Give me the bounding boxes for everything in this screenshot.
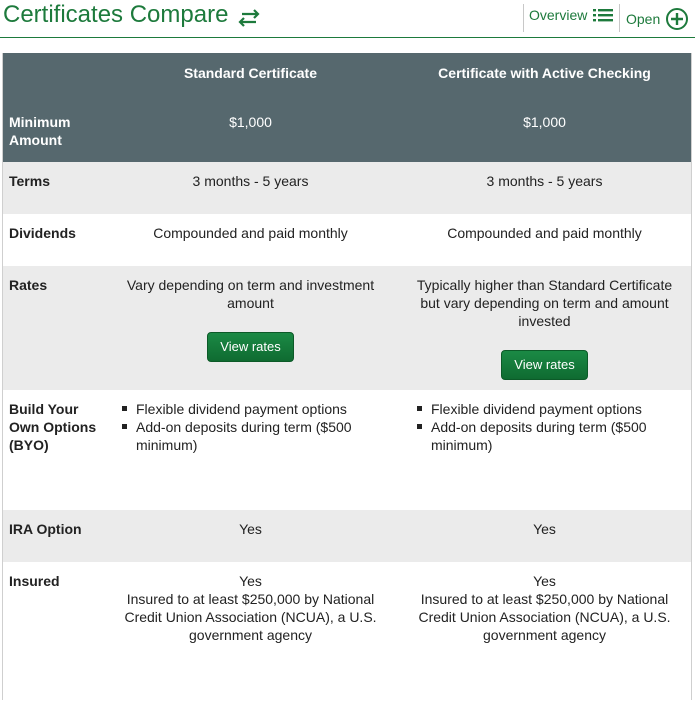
plus-circle-icon <box>665 7 689 31</box>
row-label: Minimum Amount <box>9 114 71 148</box>
overview-link[interactable] <box>529 7 614 23</box>
cell-value: Typically higher than Standard Certificate but vary depending on term and amount invested <box>416 277 673 329</box>
cell-value: Yes <box>239 573 262 589</box>
list-icon <box>592 7 614 23</box>
open-label: Open <box>626 11 661 27</box>
cell-value: Compounded and paid monthly <box>447 225 642 241</box>
column-header-active-checking: Certificate with Active Checking <box>438 65 651 81</box>
compare-table <box>3 53 691 700</box>
row-label: Rates <box>9 277 48 293</box>
page-header <box>0 0 695 38</box>
header-divider <box>619 4 620 32</box>
rates-cell <box>398 266 691 390</box>
view-rates-button[interactable]: View rates <box>501 350 587 380</box>
cell-value: Yes <box>533 521 556 537</box>
page-title <box>3 1 262 29</box>
table-row-terms <box>3 162 691 214</box>
overview-label: Overview <box>529 7 588 23</box>
cell-value: Yes <box>533 573 556 589</box>
table-header-row <box>3 53 691 109</box>
cell-value: $1,000 <box>523 114 566 130</box>
byo-cell <box>398 390 691 510</box>
byo-cell <box>103 390 398 510</box>
row-label: Insured <box>9 573 60 589</box>
column-header-standard: Standard Certificate <box>183 65 318 81</box>
list-item: Add-on deposits during term ($500 minimum) <box>414 418 683 454</box>
table-row-byo <box>3 390 691 510</box>
cell-value: Vary depending on term and investment amount <box>126 277 375 311</box>
compare-table-container <box>2 53 692 700</box>
insured-detail: Insured to at least $250,000 by National Credit Union Association (NCUA), a U.S. government agency <box>418 591 671 643</box>
insured-cell <box>398 562 691 700</box>
byo-list <box>111 400 390 454</box>
rates-cell <box>103 266 398 390</box>
view-rates-button[interactable]: View rates <box>207 332 293 362</box>
table-row-rates <box>3 266 691 390</box>
byo-list <box>406 400 683 454</box>
row-label: Dividends <box>9 225 76 241</box>
list-item: Add-on deposits during term ($500 minimum) <box>119 418 390 454</box>
insured-cell <box>103 562 398 700</box>
arrows-left-right-icon[interactable] <box>236 6 262 24</box>
row-label: Build Your Own Options (BYO) <box>9 401 97 453</box>
table-row-dividends <box>3 214 691 266</box>
table-row-insured <box>3 562 691 700</box>
cell-value: Yes <box>239 521 262 537</box>
row-label: Terms <box>9 173 50 189</box>
row-label: IRA Option <box>9 521 82 537</box>
page-title-text: Certificates Compare <box>3 1 229 28</box>
cell-value: 3 months - 5 years <box>192 173 309 189</box>
list-item: Flexible dividend payment options <box>119 400 390 418</box>
cell-value: Compounded and paid monthly <box>153 225 348 241</box>
table-row-ira <box>3 510 691 562</box>
open-link[interactable] <box>626 7 689 31</box>
cell-value: 3 months - 5 years <box>486 173 603 189</box>
cell-value: $1,000 <box>229 114 272 130</box>
table-row-minimum-amount <box>3 109 691 162</box>
insured-detail: Insured to at least $250,000 by National Credit Union Association (NCUA), a U.S. government agency <box>124 591 377 643</box>
header-empty-cell <box>3 53 103 109</box>
list-item: Flexible dividend payment options <box>414 400 683 418</box>
header-divider <box>523 4 524 32</box>
